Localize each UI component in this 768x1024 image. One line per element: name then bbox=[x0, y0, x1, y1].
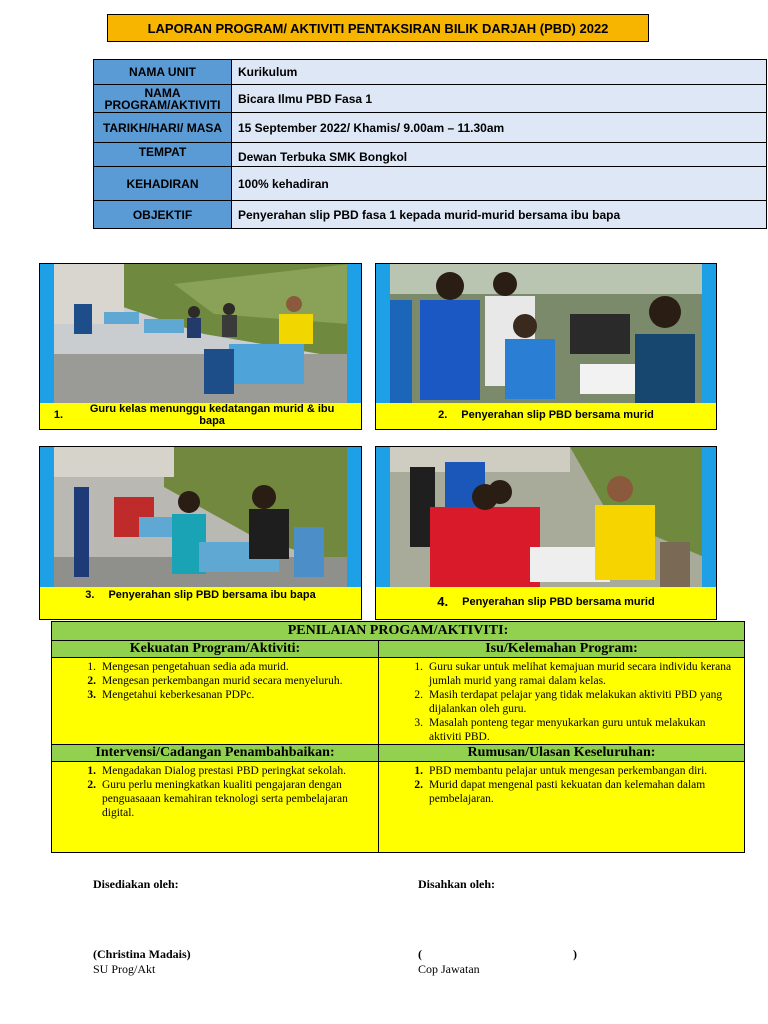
photo-3-image bbox=[40, 447, 361, 587]
photo-caption-text: Guru kelas menunggu kedatangan murid & ibu bapa bbox=[89, 403, 335, 427]
strengths-list bbox=[56, 660, 374, 702]
info-label: TEMPAT bbox=[94, 143, 232, 167]
photo-number: 1. bbox=[53, 409, 64, 421]
item-number: 1. bbox=[414, 765, 423, 777]
list-item bbox=[56, 778, 374, 820]
item-number: 2. bbox=[87, 779, 96, 791]
info-value: Dewan Terbuka SMK Bongkol bbox=[232, 143, 767, 167]
info-label: OBJEKTIF bbox=[94, 201, 232, 229]
photo-caption-text: Penyerahan slip PBD bersama murid bbox=[461, 409, 654, 421]
photo-caption bbox=[40, 585, 361, 619]
item-text: Murid dapat mengenal pasti kekuatan dan kelemahan dalam pembelajaran. bbox=[429, 779, 706, 805]
intervention-list bbox=[56, 764, 374, 820]
approver-open-paren bbox=[418, 947, 422, 962]
photo-card-4 bbox=[375, 446, 717, 620]
item-text: Masalah ponteng tegar menyukarkan guru untuk melakukan aktiviti PBD. bbox=[429, 717, 706, 743]
item-number: 2. bbox=[414, 779, 423, 791]
item-number: 3. bbox=[87, 689, 96, 701]
item-text: Guru sukar untuk melihat kemajuan murid secara individu kerana jumlah murid yang ramai dalam kelas. bbox=[429, 661, 732, 687]
item-text: Guru perlu meningkatkan kualiti pengajaran dengan penguasaaan kemahiran teknologi serta pembelajaran digital. bbox=[102, 779, 348, 819]
photo-caption bbox=[376, 585, 716, 619]
info-value: Kurikulum bbox=[232, 60, 767, 85]
evaluation-heading: PENILAIAN PROGAM/AKTIVITI: bbox=[52, 622, 745, 641]
approver-role: Cop Jawatan bbox=[418, 962, 480, 976]
item-number: 1. bbox=[87, 661, 96, 673]
item-number: 3. bbox=[414, 717, 423, 729]
photo-caption bbox=[376, 401, 716, 429]
photo-card-3 bbox=[39, 446, 362, 620]
photo-number: 4. bbox=[437, 594, 449, 609]
item-text: Mengetahui keberkesanan PDPc. bbox=[102, 689, 255, 701]
close-paren: ) bbox=[573, 947, 577, 961]
list-item bbox=[383, 660, 740, 688]
info-label: NAMA UNIT bbox=[94, 60, 232, 85]
prepared-by-text: Disediakan oleh: bbox=[93, 877, 179, 891]
prepared-by-label bbox=[93, 877, 179, 892]
photo-caption-text: Penyerahan slip PBD bersama murid bbox=[462, 596, 655, 608]
photo-card-1 bbox=[39, 263, 362, 430]
photo-slip-with-parents bbox=[54, 447, 347, 587]
info-value: Bicara Ilmu PBD Fasa 1 bbox=[232, 85, 767, 113]
info-row-date bbox=[94, 113, 767, 143]
item-text: Mengesan pengetahuan sedia ada murid. bbox=[102, 661, 289, 673]
program-info-table bbox=[93, 59, 767, 229]
strengths-cell bbox=[52, 658, 379, 745]
approved-by-text: Disahkan oleh: bbox=[418, 877, 496, 891]
photo-caption-text: Penyerahan slip PBD bersama ibu bapa bbox=[108, 589, 316, 601]
list-item bbox=[56, 764, 374, 778]
photo-number: 3. bbox=[85, 589, 95, 601]
info-label: KEHADIRAN bbox=[94, 167, 232, 201]
summary-title: Rumusan/Ulasan Keseluruhan: bbox=[379, 745, 745, 762]
info-value: 15 September 2022/ Khamis/ 9.00am – 11.30am bbox=[232, 113, 767, 143]
item-number: 1. bbox=[87, 765, 96, 777]
approved-by-label bbox=[418, 877, 495, 892]
photo-1-image bbox=[40, 264, 361, 403]
list-item bbox=[56, 674, 374, 688]
info-row-attendance bbox=[94, 167, 767, 201]
photo-4-image bbox=[376, 447, 716, 587]
approver-close-paren bbox=[573, 947, 577, 962]
info-row-unit bbox=[94, 60, 767, 85]
info-label: TARIKH/HARI/ MASA bbox=[94, 113, 232, 143]
open-paren: ( bbox=[418, 947, 422, 961]
item-number: 2. bbox=[414, 689, 423, 701]
info-row-objective bbox=[94, 201, 767, 229]
preparer-name bbox=[93, 947, 191, 962]
strengths-title: Kekuatan Program/Aktiviti: bbox=[52, 641, 379, 658]
summary-list bbox=[383, 764, 740, 806]
summary-cell bbox=[379, 762, 745, 853]
intervention-title: Intervensi/Cadangan Penambahbaikan: bbox=[52, 745, 379, 762]
info-value: Penyerahan slip PBD fasa 1 kepada murid-murid bersama ibu bapa bbox=[232, 201, 767, 229]
list-item bbox=[383, 716, 740, 744]
info-row-program bbox=[94, 85, 767, 113]
photo-slip-with-student bbox=[390, 264, 702, 403]
issues-title: Isu/Kelemahan Program: bbox=[379, 641, 745, 658]
photo-slip-with-student-2 bbox=[390, 447, 702, 587]
info-label: NAMA PROGRAM/AKTIVITI bbox=[94, 85, 232, 113]
issues-cell bbox=[379, 658, 745, 745]
list-item bbox=[56, 660, 374, 674]
report-title: LAPORAN PROGRAM/ AKTIVITI PENTAKSIRAN BILIK DARJAH (PBD) 2022 bbox=[107, 14, 649, 42]
photo-2-image bbox=[376, 264, 716, 403]
item-text: Mengadakan Dialog prestasi PBD peringkat sekolah. bbox=[102, 765, 346, 777]
issues-list bbox=[383, 660, 740, 744]
list-item bbox=[383, 778, 740, 806]
preparer-role: SU Prog/Akt bbox=[93, 962, 156, 976]
photo-card-2 bbox=[375, 263, 717, 430]
intervention-cell bbox=[52, 762, 379, 853]
item-number: 1. bbox=[414, 661, 423, 673]
info-row-place bbox=[94, 143, 767, 167]
item-text: Mengesan perkembangan murid secara menyeluruh. bbox=[102, 675, 343, 687]
item-number: 2. bbox=[87, 675, 96, 687]
item-text: Masih terdapat pelajar yang tidak melakukan aktiviti PBD yang dijalankan oleh guru. bbox=[429, 689, 723, 715]
evaluation-table bbox=[51, 621, 745, 853]
list-item bbox=[383, 688, 740, 716]
preparer-name-text: (Christina Madais) bbox=[93, 947, 191, 961]
photo-number: 2. bbox=[438, 409, 448, 421]
photo-teacher-waiting bbox=[54, 264, 347, 403]
photo-caption bbox=[40, 401, 361, 429]
info-value: 100% kehadiran bbox=[232, 167, 767, 201]
list-item bbox=[383, 764, 740, 778]
list-item bbox=[56, 688, 374, 702]
item-text: PBD membantu pelajar untuk mengesan perkembangan diri. bbox=[429, 765, 708, 777]
